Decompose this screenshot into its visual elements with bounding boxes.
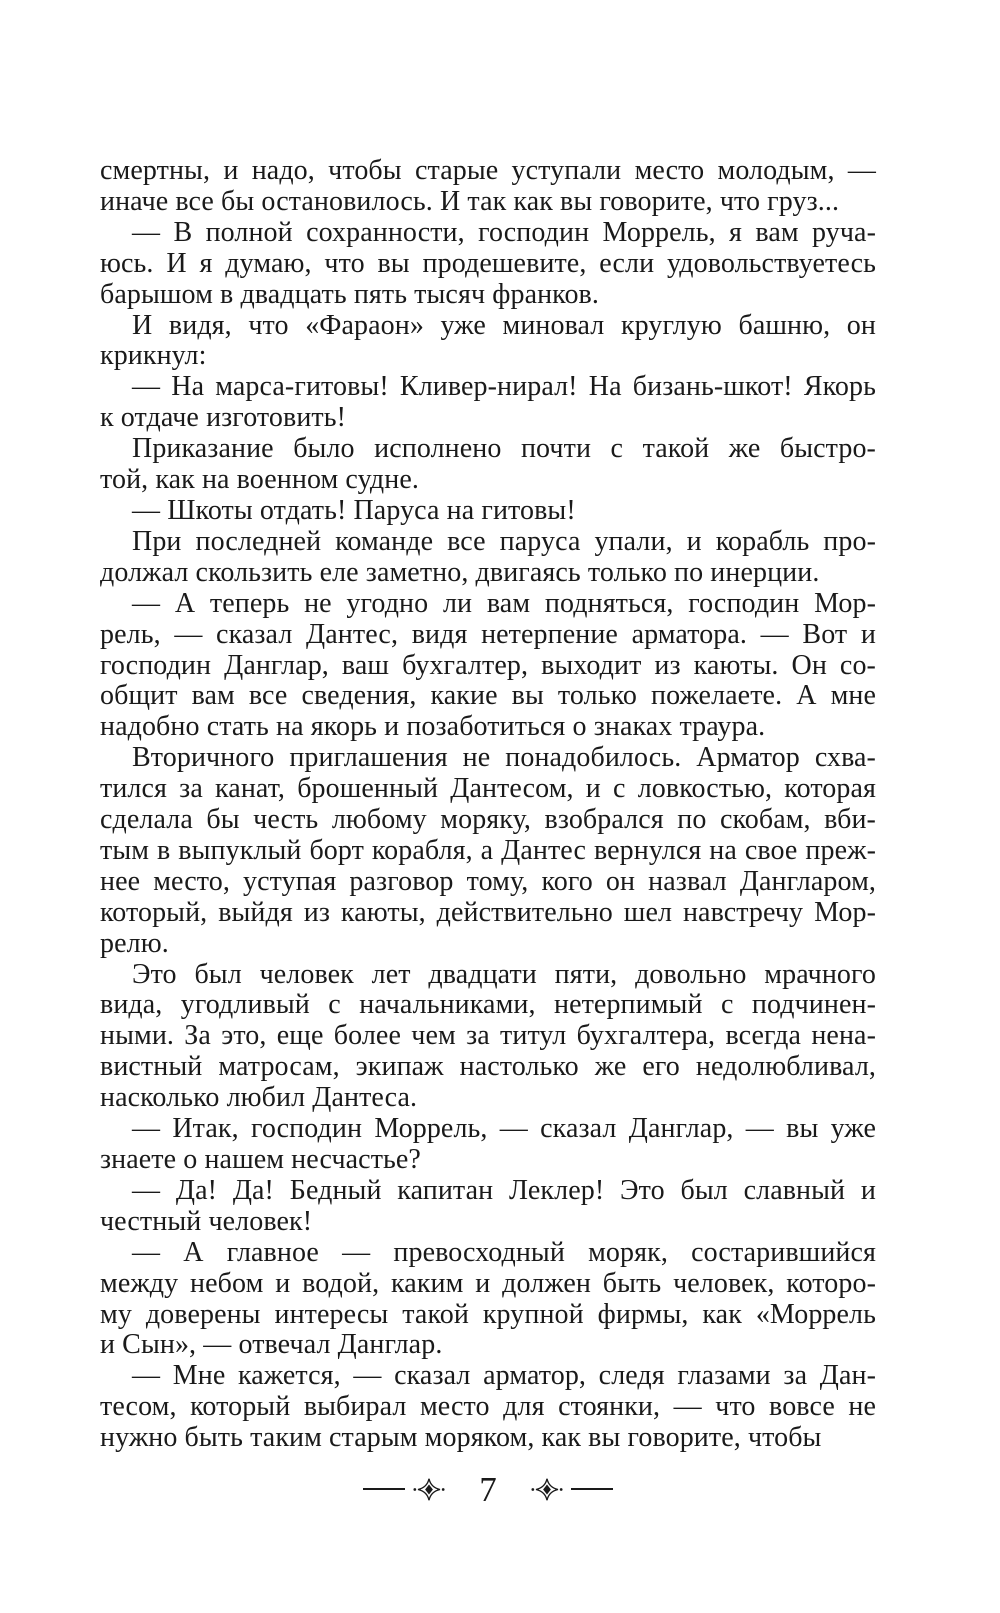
fleuron-icon — [413, 1477, 445, 1502]
paragraph — [100, 311, 876, 373]
text-line: барышом в двадцать пять тысяч франков. — [100, 278, 599, 310]
text-line: юсь. И я думаю, что вы продешевите, если удовольствуетесь — [100, 247, 876, 279]
text-line: При последней команде все паруса упали, и корабль про- — [132, 525, 876, 557]
paragraph — [100, 743, 876, 959]
text-line: смертны, и надо, чтобы старые уступали место молодым, — — [100, 155, 876, 186]
text-line: — Мне кажется, — сказал арматор, следя глазами за Дан- — [132, 1360, 876, 1392]
text-line: нужно быть таким старым моряком, как вы говорите, чтобы — [100, 1422, 822, 1454]
text-line: насколько любил Дантеса. — [100, 1082, 418, 1114]
fleuron-icon — [531, 1477, 563, 1502]
paragraph — [100, 218, 876, 311]
text-line: — А теперь не угодно ли вам подняться, господин Мор- — [132, 587, 876, 619]
paragraph — [100, 960, 876, 1115]
footer-left-rule — [363, 1488, 405, 1490]
text-line: господин Данглар, ваш бухгалтер, выходит из каюты. Он со- — [100, 649, 876, 681]
page-number: 7 — [479, 1469, 497, 1509]
paragraph — [100, 156, 876, 218]
text-block — [100, 156, 876, 1454]
paragraph — [100, 1238, 876, 1362]
text-line: и Сын», — отвечал Данглар. — [100, 1329, 443, 1361]
text-line: ными. За это, еще более чем за титул бухгалтера, всегда нена- — [100, 1020, 876, 1052]
paragraph — [100, 1361, 876, 1454]
paragraph — [100, 527, 876, 589]
text-line: к отдаче изготовить! — [100, 402, 347, 434]
text-line: — Да! Да! Бедный капитан Леклер! Это был славный и — [132, 1174, 876, 1206]
text-line: тым в выпуклый борт корабля, а Дантес вернулся на свое преж- — [100, 834, 876, 866]
text-line: му доверены интересы такой крупной фирмы, как «Моррель — [100, 1298, 876, 1330]
paragraph — [100, 372, 876, 434]
paragraph — [100, 496, 876, 527]
paragraph — [100, 1114, 876, 1176]
text-line: вистный матросам, экипаж настолько же его недолюбливал, — [100, 1051, 876, 1083]
text-line: — Шкоты отдать! Паруса на гитовы! — [132, 494, 576, 526]
paragraph — [100, 1176, 876, 1238]
text-line: Приказание было исполнено почти с такой же быстро- — [132, 433, 876, 465]
text-line: иначе все бы остановилось. И так как вы говорите, что груз... — [100, 185, 840, 217]
text-line: Это был человек лет двадцати пяти, довольно мрачного — [132, 958, 876, 990]
text-line: общит вам все сведения, какие вы только пожелаете. А мне — [100, 680, 876, 712]
text-line: надобно стать на якорь и позаботиться о знаках траура. — [100, 711, 766, 743]
text-line: нее место, уступая разговор тому, кого он назвал Дангларом, — [100, 865, 876, 897]
text-line: — На марса-гитовы! Кливер-нирал! На бизань-шкот! Якорь — [132, 371, 876, 403]
text-line: — А главное — превосходный моряк, состарившийся — [132, 1236, 876, 1268]
text-line: сделала бы честь любому моряку, взобрался по скобам, вби- — [100, 804, 876, 836]
text-line: знаете о нашем несчастье? — [100, 1144, 421, 1175]
text-line: тился за канат, брошенный Дантесом, и с ловкостью, которая — [100, 773, 876, 805]
text-line: должал скользить еле заметно, двигаясь только по инерции. — [100, 556, 820, 588]
text-line: который, выйдя из каюты, действительно шел навстречу Мор- — [100, 896, 876, 928]
paragraph — [100, 434, 876, 496]
page-footer — [100, 1466, 876, 1512]
text-line: рель, — сказал Дантес, видя нетерпение арматора. — Вот и — [100, 618, 876, 650]
text-line: тесом, который выбирал место для стоянки, — что вовсе не — [100, 1391, 876, 1423]
text-line: — Итак, господин Моррель, — сказал Данглар, — вы уже — [132, 1113, 876, 1145]
text-line: той, как на военном судне. — [100, 464, 419, 496]
paragraph — [100, 589, 876, 744]
text-line: между небом и водой, каким и должен быть человек, которо- — [100, 1267, 876, 1299]
text-line: релю. — [100, 927, 169, 959]
text-line: — В полной сохранности, господин Моррель, я вам руча- — [132, 216, 876, 248]
text-line: И видя, что «Фараон» уже миновал круглую башню, он — [132, 309, 876, 341]
footer-right-rule — [571, 1488, 613, 1490]
text-line: крикнул: — [100, 340, 207, 372]
text-line: Вторичного приглашения не понадобилось. Арматор схва- — [132, 742, 876, 774]
text-line: вида, угодливый с начальниками, нетерпимый с подчинен- — [100, 989, 876, 1021]
text-line: честный человек! — [100, 1205, 313, 1237]
